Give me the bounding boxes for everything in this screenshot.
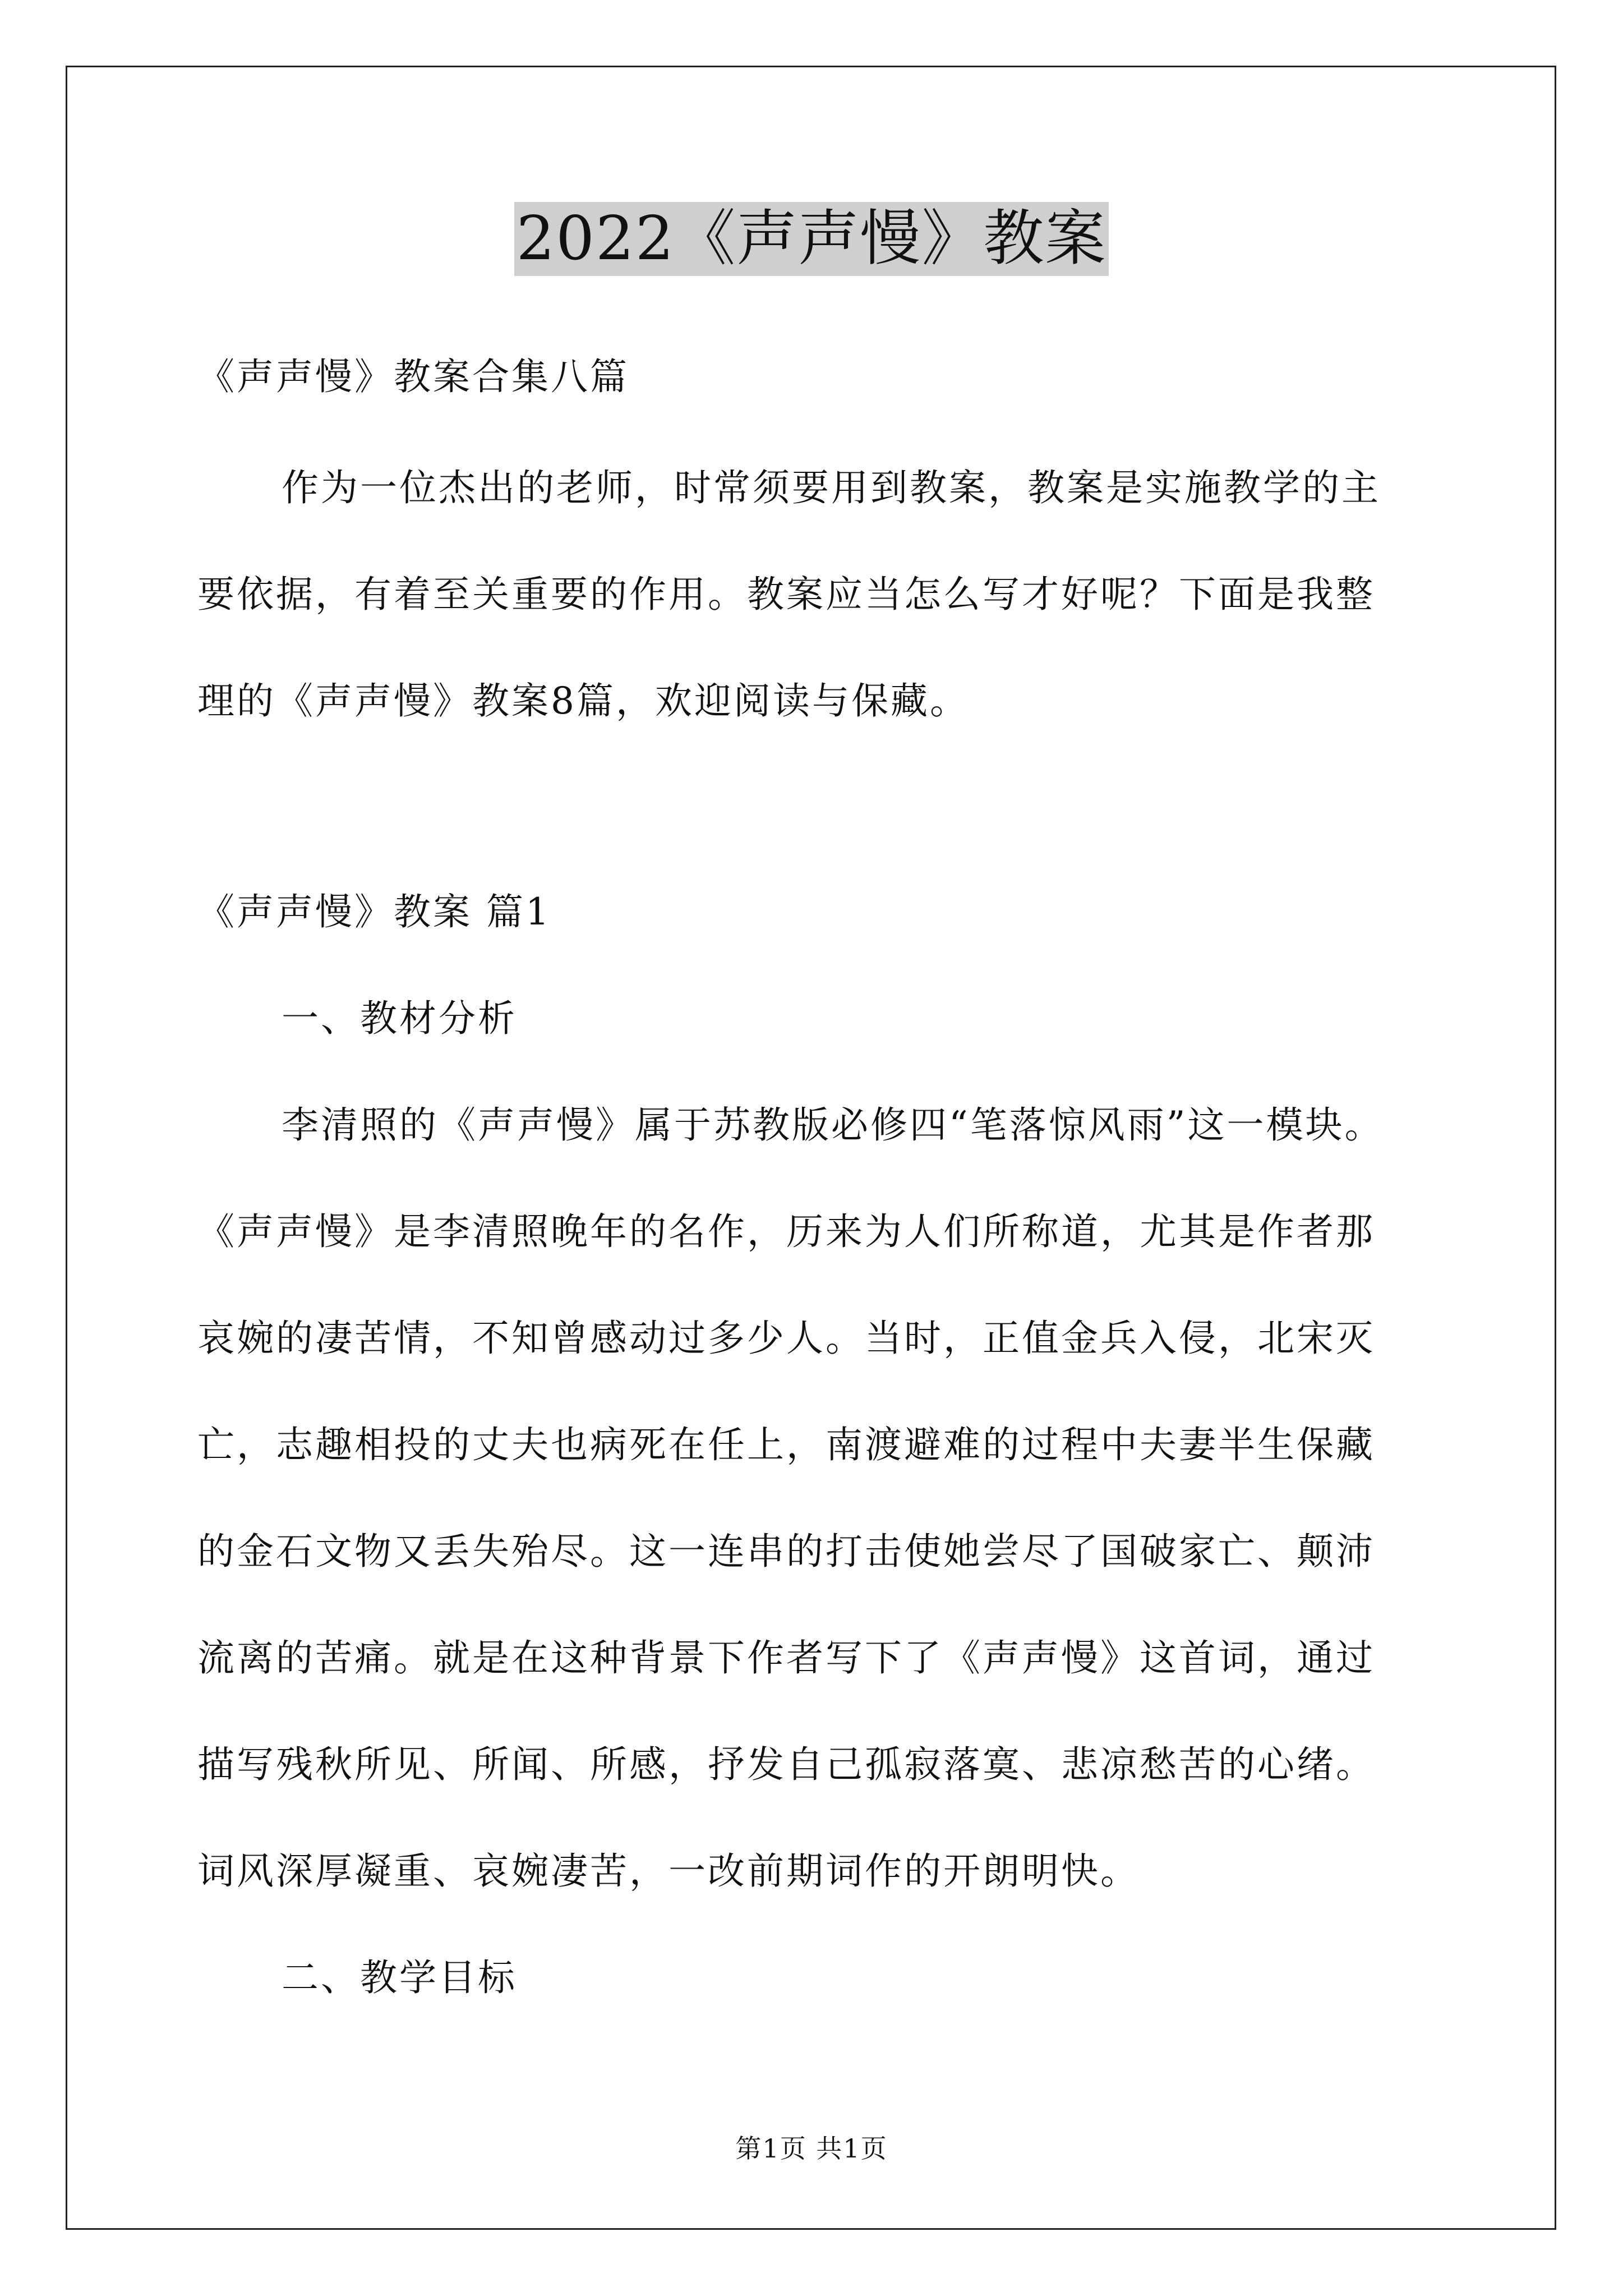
body-line: 亡，志趣相投的丈夫也病死在任上，南渡避难的过程中夫妻半生保藏 xyxy=(197,1423,1375,1466)
body-line: 词风深厚凝重、哀婉凄苦，一改前期词作的开朗明快。 xyxy=(197,1849,1140,1893)
intro-line: 理的《声声慢》教案8篇，欢迎阅读与保藏。 xyxy=(197,679,969,723)
page-footer xyxy=(0,2132,1623,2165)
body-line: 的金石文物又丢失殆尽。这一连串的打击使她尝尽了国破家亡、颠沛 xyxy=(197,1530,1375,1573)
section-heading: 《声声慢》教案 篇1 xyxy=(197,890,551,933)
body-line: 流离的苦痛。就是在这种背景下作者写下了《声声慢》这首词，通过 xyxy=(197,1636,1375,1680)
document-title: 2022《声声慢》教案 xyxy=(514,202,1109,276)
body-line: 描写残秋所见、所闻、所感，抒发自己孤寂落寞、悲凉愁苦的心绪。 xyxy=(197,1743,1375,1786)
body-line: 李清照的《声声慢》属于苏教版必修四“笔落惊风雨”这一模块。 xyxy=(282,1103,1384,1147)
intro-line: 作为一位杰出的老师，时常须要用到教案，教案是实施教学的主 xyxy=(282,466,1381,509)
title-container xyxy=(0,202,1623,276)
subheading-teaching-material: 一、教材分析 xyxy=(282,997,517,1040)
subheading-teaching-goals: 二、教学目标 xyxy=(282,1956,517,1999)
body-line: 哀婉的凄苦情，不知曾感动过多少人。当时，正值金兵入侵，北宋灭 xyxy=(197,1317,1375,1360)
body-line: 《声声慢》是李清照晚年的名作，历来为人们所称道，尤其是作者那 xyxy=(197,1210,1375,1253)
intro-line: 要依据，有着至关重要的作用。教案应当怎么写才好呢？下面是我整 xyxy=(197,573,1375,616)
document-subtitle: 《声声慢》教案合集八篇 xyxy=(197,355,629,398)
page-number: 第1页 共1页 xyxy=(735,2133,888,2164)
